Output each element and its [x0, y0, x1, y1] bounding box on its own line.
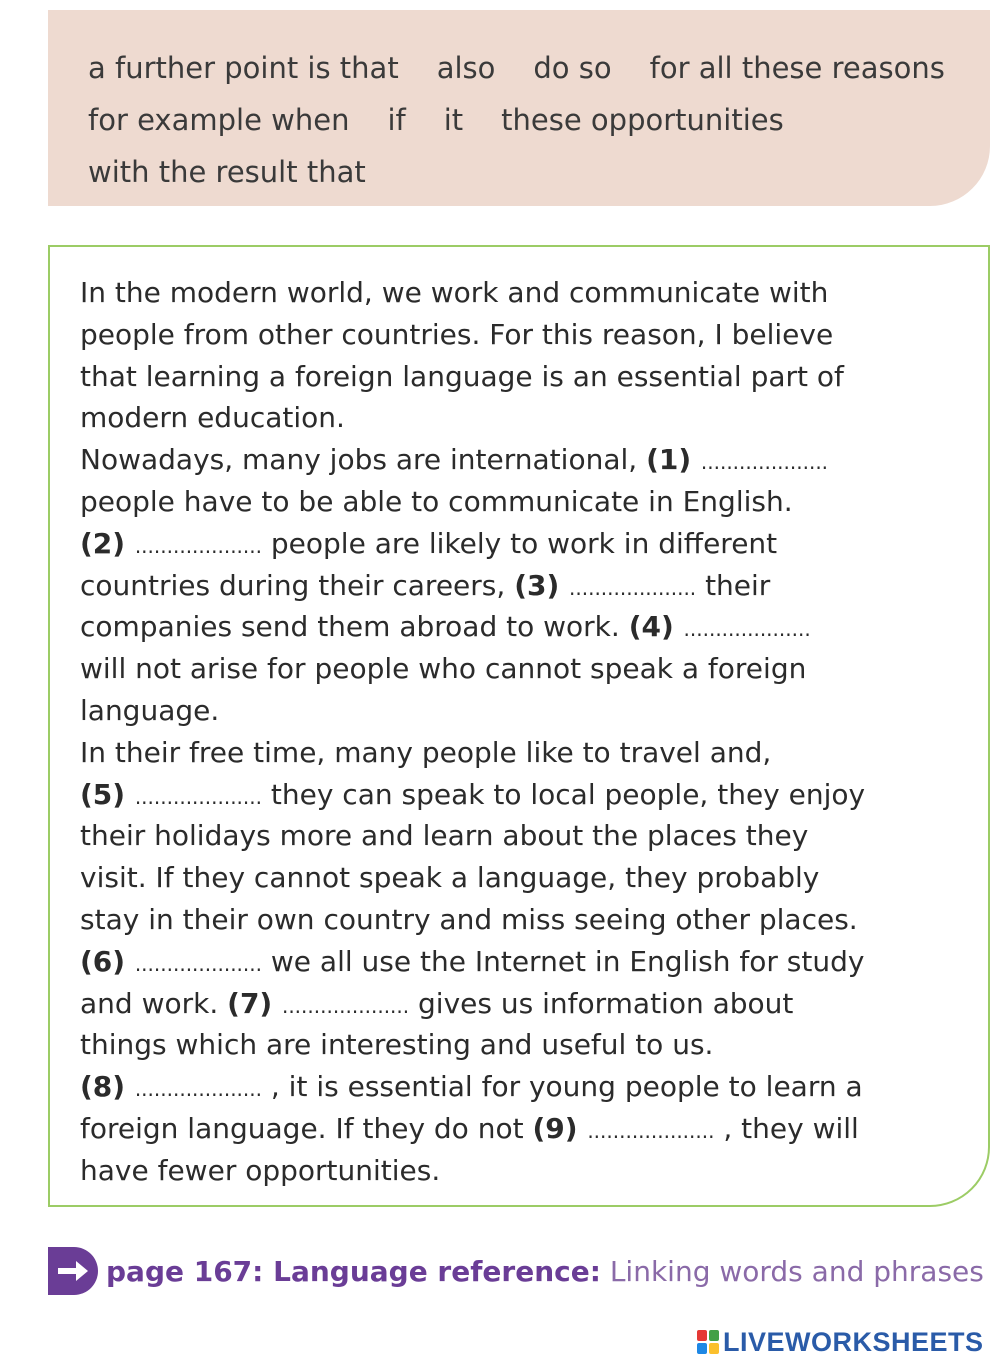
gap-number: (1): [646, 443, 701, 477]
essay-line: [80, 481, 978, 523]
essay-text: companies send them abroad to work.: [80, 610, 629, 644]
gap-number: (6): [80, 944, 135, 978]
answer-blank[interactable]: ....................: [134, 1077, 262, 1102]
essay-text: people are likely to work in different: [261, 526, 778, 560]
essay-text: gives us information about: [409, 986, 794, 1020]
essay-text: people have to be able to communicate in English.: [80, 484, 793, 518]
gap-number: (5): [80, 777, 135, 811]
essay-line: [80, 774, 978, 816]
word-bank-lines: [88, 42, 990, 198]
essay-line: [80, 1066, 978, 1108]
essay-text: their: [696, 568, 771, 602]
essay-text-box: [48, 245, 990, 1207]
gap-number: (8): [80, 1070, 135, 1104]
footer-reference-label: page 167: Language reference:: [106, 1254, 601, 1288]
word-bank-item: also: [436, 51, 496, 85]
answer-blank[interactable]: ....................: [134, 951, 262, 976]
gap-number: (3): [514, 568, 570, 602]
word-bank-item: for all these reasons: [649, 51, 945, 85]
word-bank-item: it: [443, 103, 464, 137]
essay-text: modern education.: [80, 401, 345, 435]
word-bank-item: with the result that: [88, 155, 366, 189]
essay-text: In their free time, many people like to travel and,: [80, 735, 772, 769]
essay-line: [80, 983, 978, 1025]
essay-text: stay in their own country and miss seeing other places.: [80, 902, 858, 936]
brand-name: LIVEWORKSHEETS: [723, 1326, 984, 1357]
gap-number: (4): [628, 610, 684, 644]
word-bank-item: do so: [533, 51, 612, 85]
essay-line: [80, 815, 978, 857]
word-bank-item: these opportunities: [501, 103, 784, 137]
footer-reference-topic: Linking words and phrases: [600, 1254, 984, 1288]
word-bank-line: [88, 94, 990, 146]
word-bank: [48, 10, 990, 206]
essay-line: [80, 732, 978, 774]
essay-line: [80, 272, 978, 314]
answer-blank[interactable]: ....................: [134, 784, 262, 809]
essay-text: , it is essential for young people to learn a: [261, 1070, 863, 1104]
essay-line: [80, 1024, 978, 1066]
word-bank-item: for example when: [88, 103, 350, 137]
essay-paragraph: [80, 272, 978, 1192]
essay-text: countries during their careers,: [80, 568, 515, 602]
essay-line: [80, 648, 978, 690]
essay-text: Nowadays, many jobs are international,: [80, 443, 647, 477]
answer-blank[interactable]: ....................: [569, 575, 697, 600]
essay-text: foreign language. If they do not: [80, 1111, 533, 1145]
essay-text: that learning a foreign language is an essential part of: [80, 359, 844, 393]
essay-line: [80, 1108, 978, 1150]
essay-line: [80, 941, 978, 983]
gap-number: (9): [532, 1111, 588, 1145]
essay-line: [80, 439, 978, 481]
essay-line: [80, 857, 978, 899]
word-bank-line: [88, 146, 990, 198]
essay-text: have fewer opportunities.: [80, 1153, 441, 1187]
essay-text: will not arise for people who cannot speak a foreign: [80, 652, 807, 686]
essay-line: [80, 523, 978, 565]
essay-line: [80, 565, 978, 607]
essay-text: In the modern world, we work and communicate with: [80, 276, 829, 309]
word-bank-item: a further point is that: [88, 51, 399, 85]
essay-text: and work.: [80, 986, 228, 1020]
essay-text: , they will: [714, 1111, 859, 1145]
essay-line: [80, 397, 978, 439]
essay-text: their holidays more and learn about the places they: [80, 819, 809, 853]
essay-text: people from other countries. For this reason, I believe: [80, 317, 834, 351]
essay-line: [80, 1150, 978, 1192]
essay-text: we all use the Internet in English for study: [261, 944, 865, 978]
word-bank-line: [88, 42, 990, 94]
arrow-right-icon: [48, 1247, 98, 1295]
gap-number: (7): [227, 986, 282, 1020]
essay-text: they can speak to local people, they enjoy: [261, 777, 866, 811]
answer-blank[interactable]: ....................: [134, 533, 262, 558]
answer-blank[interactable]: ....................: [281, 993, 410, 1018]
essay-text: visit. If they cannot speak a language, they probably: [80, 861, 820, 895]
gap-number: (2): [80, 526, 135, 560]
essay-line: [80, 314, 978, 356]
essay-line: [80, 899, 978, 941]
answer-blank[interactable]: ....................: [683, 617, 811, 642]
answer-blank[interactable]: ....................: [587, 1118, 715, 1143]
essay-text: language.: [80, 693, 220, 727]
footer-text: [106, 1255, 984, 1288]
essay-line: [80, 606, 978, 648]
essay-line: [80, 356, 978, 398]
essay-line: [80, 690, 978, 732]
word-bank-item: if: [387, 103, 406, 137]
liveworksheets-logo-icon: [697, 1330, 719, 1354]
answer-blank[interactable]: ....................: [700, 450, 829, 475]
essay-text: things which are interesting and useful to us.: [80, 1028, 714, 1062]
liveworksheets-brand[interactable]: [697, 1326, 984, 1358]
language-reference-footer: [48, 1247, 988, 1295]
